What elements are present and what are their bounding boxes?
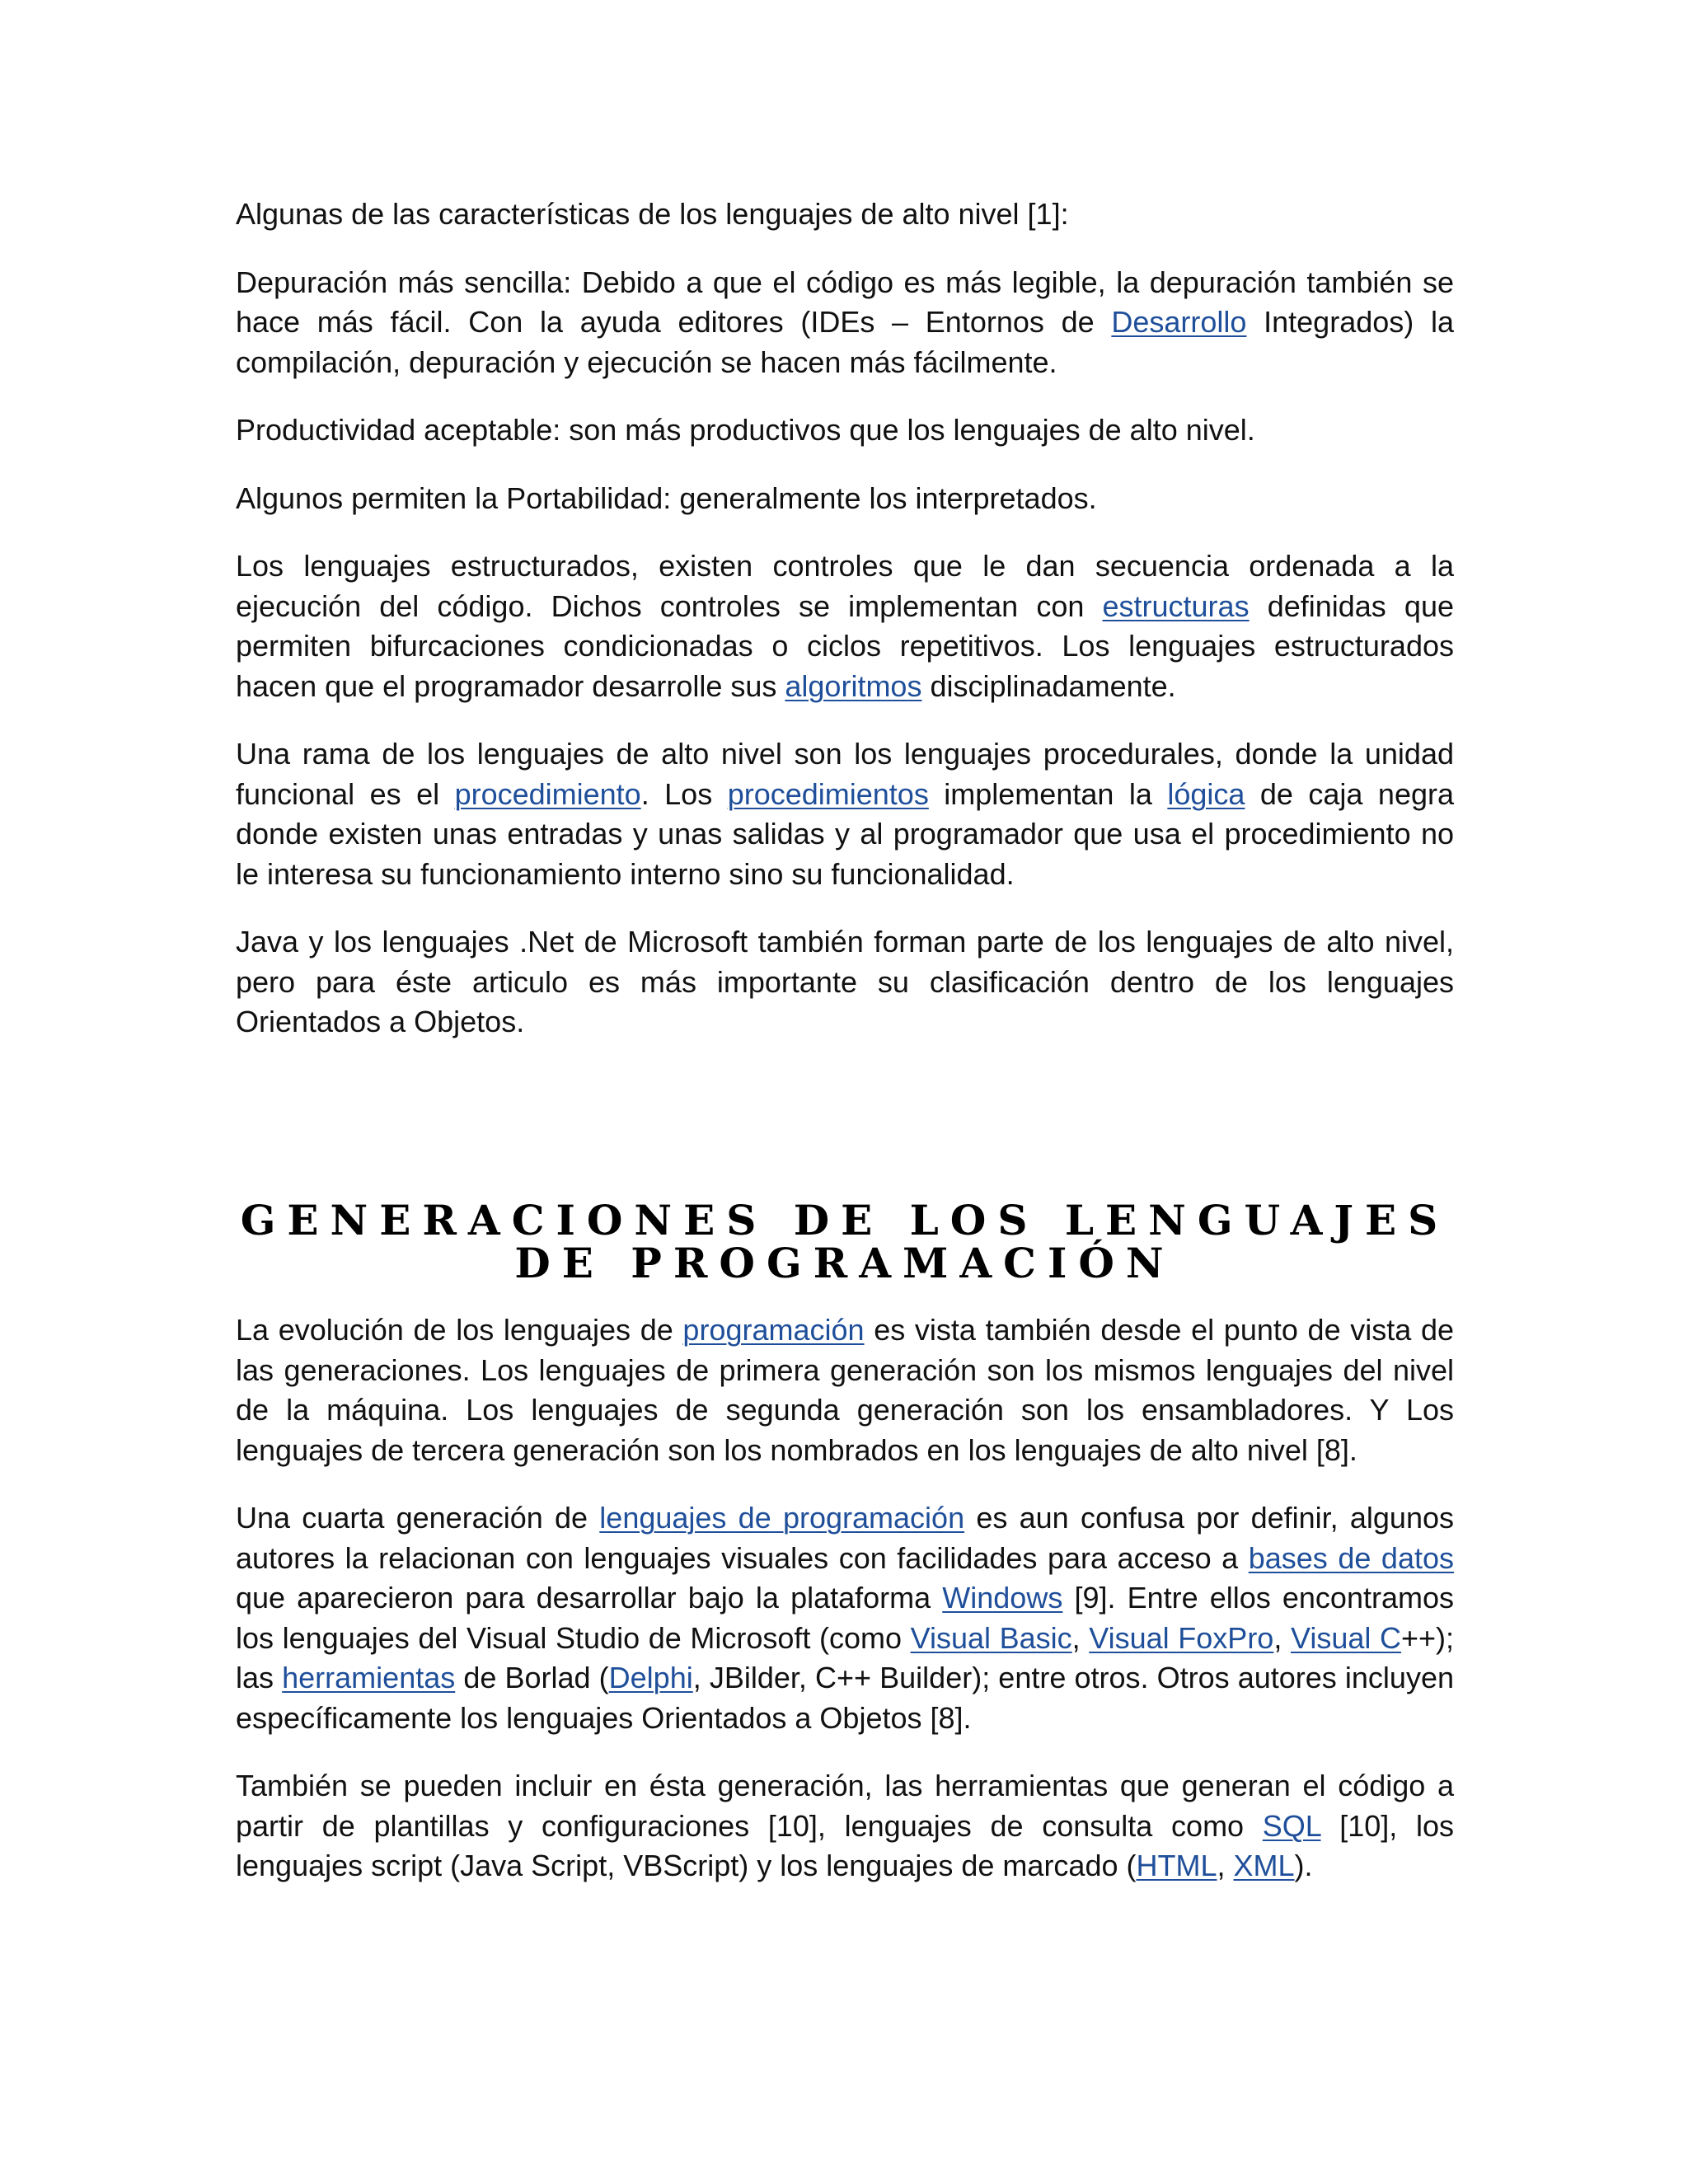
hyperlink-visual-basic[interactable]: Visual Basic [910, 1620, 1072, 1655]
paragraph-p7 [236, 922, 1454, 1043]
hyperlink-lógica[interactable]: lógica [1167, 776, 1245, 811]
hyperlink-windows[interactable]: Windows [942, 1581, 1063, 1615]
body-section-top [236, 194, 1454, 1071]
paragraph-text: Productividad aceptable: son más productivos que los lenguajes de alto nivel. [236, 413, 1255, 447]
paragraph-text: que aparecieron para desarrollar bajo la plataforma [236, 1581, 943, 1615]
paragraph-text: [9]. Entre ellos encontramos los lenguajes del Visual Studio de Microsoft (como [236, 1581, 1454, 1655]
paragraph-text: La evolución de los lenguajes de [236, 1313, 683, 1347]
paragraph-text: Algunas de las características de los lenguajes de alto nivel [1]: [236, 197, 1069, 231]
paragraph-text: implementan la [928, 776, 1168, 811]
paragraph-text: Java y los lenguajes .Net de Microsoft también forman parte de los lenguajes de alto nivel, pero para éste articulo es más importante su clasificación dentro de los lenguajes Orientados a Objetos. [236, 925, 1454, 1038]
paragraph-text: es aun confusa por definir, algunos autores la relacionan con lenguajes visuales con facilidades para acceso a [236, 1501, 1454, 1575]
hyperlink-procedimiento[interactable]: procedimiento [454, 776, 641, 811]
paragraph-p8 [236, 1310, 1454, 1470]
paragraph-p3 [236, 410, 1454, 451]
paragraph-p10 [236, 1766, 1454, 1886]
hyperlink-algoritmos[interactable]: algoritmos [785, 668, 922, 703]
hyperlink-programación[interactable]: programación [682, 1313, 865, 1347]
paragraph-p9 [236, 1498, 1454, 1738]
paragraph-p1 [236, 194, 1454, 235]
hyperlink-html[interactable]: HTML [1136, 1849, 1217, 1882]
paragraph-text: ++); las [236, 1620, 1455, 1694]
hyperlink-sql[interactable]: SQL [1262, 1808, 1321, 1843]
hyperlink-lenguajes-de-programación[interactable]: lenguajes de programación [599, 1501, 965, 1535]
section-heading [236, 1196, 1454, 1287]
hyperlink-procedimientos[interactable]: procedimientos [727, 776, 929, 811]
hyperlink-xml[interactable]: XML [1233, 1849, 1295, 1882]
hyperlink-herramientas[interactable]: herramientas [282, 1661, 456, 1694]
paragraph-text: definidas que permiten bifurcaciones condicionadas o ciclos repetitivos. Los lenguajes estructurados hacen que el programador desarrolle sus [236, 588, 1454, 703]
heading-line-1: GENERACIONES DE LOS LENGUAJES [240, 1196, 1450, 1244]
paragraph-text: Depuración más sencilla: Debido a que el código es más legible, la depuración también se hace más fácil. Con la ayuda editores (IDEs – Entornos de [236, 265, 1454, 339]
paragraph-text: Una cuarta generación de [236, 1501, 600, 1535]
paragraph-text: [10], los lenguajes script (Java Script, VBScript) y los lenguajes de marcado ( [236, 1808, 1454, 1882]
paragraph-text: También se pueden incluir en ésta generación, las herramientas que generan el código a partir de plantillas y configuraciones [10], lenguajes de consulta como [236, 1769, 1454, 1843]
paragraph-text: . Los [640, 776, 728, 811]
paragraph-text: , [1071, 1620, 1090, 1655]
paragraph-text: Integrados) la compilación, depuración y ejecución se hacen más fácilmente. [236, 305, 1454, 379]
paragraph-text: Una rama de los lenguajes de alto nivel son los lenguajes procedurales, donde la unidad funcional es el [236, 737, 1454, 811]
hyperlink-estructuras[interactable]: estructuras [1102, 588, 1250, 623]
paragraph-text: Los lenguajes estructurados, existen controles que le dan secuencia ordenada a la ejecución del código. Dichos controles se implementan con [236, 549, 1454, 623]
paragraph-text: , [1273, 1620, 1291, 1655]
paragraph-text: es vista también desde el punto de vista de las generaciones. Los lenguajes de primera generación son los mismos lenguajes del nivel de la máquina. Los lenguajes de segunda generación son los ensambladores. Y Los lenguajes de tercera generación son los nombrados en los lenguajes de alto nivel [8]. [236, 1313, 1455, 1467]
paragraph-text: ). [1294, 1849, 1313, 1882]
hyperlink-visual-foxpro[interactable]: Visual FoxPro [1089, 1620, 1274, 1655]
body-section-bottom [236, 1310, 1454, 1915]
hyperlink-delphi[interactable]: Delphi [608, 1661, 693, 1694]
hyperlink-visual-c[interactable]: Visual C [1290, 1620, 1401, 1655]
paragraph-text: de Borlad ( [455, 1661, 609, 1694]
paragraph-p6 [236, 734, 1454, 894]
paragraph-p4 [236, 479, 1454, 519]
hyperlink-desarrollo[interactable]: Desarrollo [1111, 305, 1247, 339]
paragraph-text: de caja negra donde existen unas entradas y unas salidas y al programador que usa el procedimiento no le interesa su funcionamiento interno sino su funcionalidad. [236, 776, 1454, 891]
paragraph-text: Algunos permiten la Portabilidad: generalmente los interpretados. [236, 480, 1097, 515]
paragraph-text: , [1217, 1849, 1234, 1882]
paragraph-text: , JBilder, C++ Builder); entre otros. Otros autores incluyen específicamente los lenguajes Orientados a Objetos [8]. [236, 1661, 1454, 1735]
paragraph-p5 [236, 546, 1454, 706]
paragraph-text: disciplinadamente. [921, 668, 1176, 703]
heading-line-2: DE PROGRAMACIÓN [514, 1239, 1175, 1287]
paragraph-p2 [236, 263, 1454, 383]
hyperlink-bases-de-datos[interactable]: bases de datos [1248, 1540, 1454, 1575]
